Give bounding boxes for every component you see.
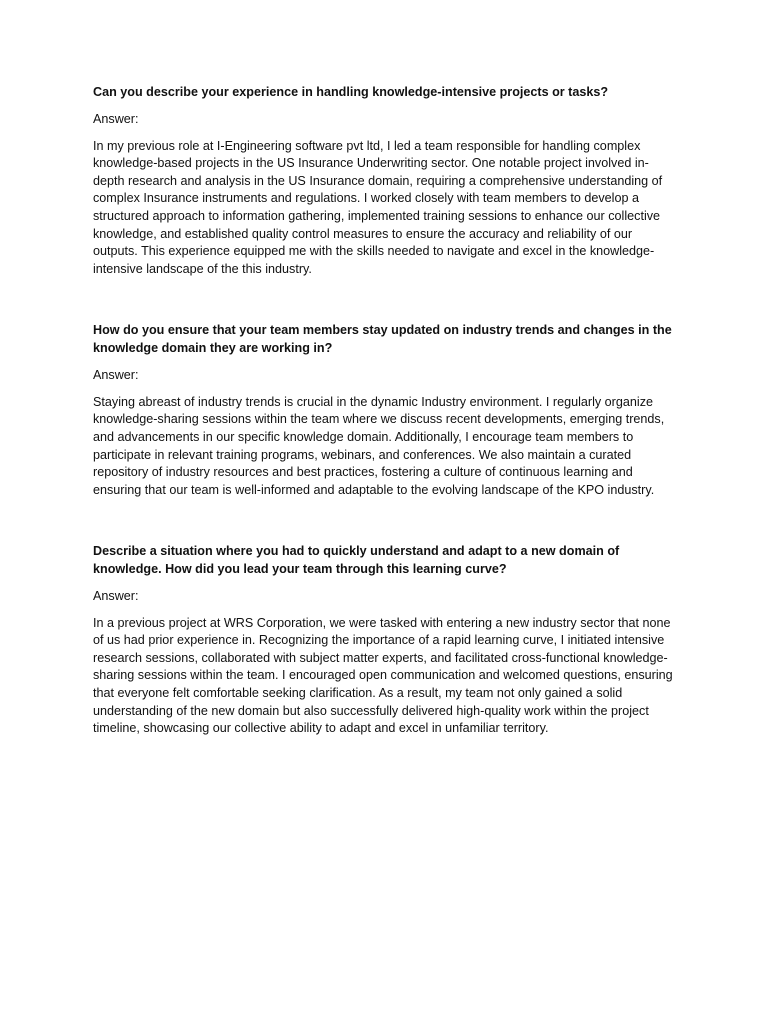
question-heading: Can you describe your experience in handling knowledge-intensive projects or tasks? xyxy=(93,85,609,99)
answer-label: Answer: xyxy=(93,111,139,126)
answer-label: Answer: xyxy=(93,367,139,382)
qa-section-3 xyxy=(93,543,675,738)
qa-section-1 xyxy=(93,84,675,278)
answer-label: Answer: xyxy=(93,588,139,603)
answer-paragraph: In my previous role at I-Engineering software pvt ltd, I led a team responsible for handling complex knowledge-based projects in the US Insurance Underwriting sector. One notable project involved in-depth research and analysis in the US Insurance domain, requiring a comprehensive understanding of complex Insurance instruments and regulations. I worked closely with team members to develop a structured approach to information gathering, implemented training sessions to enhance our collective knowledge, and established quality control measures to ensure the accuracy and reliability of our outputs. This experience equipped me with the skills needed to navigate and excel in the knowledge-intensive landscape of the this industry. xyxy=(93,138,663,276)
question-heading: How do you ensure that your team members stay updated on industry trends and changes in the knowledge domain they are working in? xyxy=(93,323,672,356)
qa-section-2 xyxy=(93,322,675,499)
document-page xyxy=(93,84,675,782)
question-heading: Describe a situation where you had to quickly understand and adapt to a new domain of knowledge. How did you lead your team through this learning curve? xyxy=(93,544,620,577)
answer-paragraph: In a previous project at WRS Corporation, we were tasked with entering a new industry sector that none of us had prior experience in. Recognizing the importance of a rapid learning curve, I initiated intensive research sessions, collaborated with subject matter experts, and facilitated cross-functional knowledge-sharing sessions within the team. I encouraged open communication and welcomed questions, ensuring that everyone felt comfortable seeking clarification. As a result, my team not only gained a solid understanding of the new domain but also successfully delivered high-quality work within the project timeline, showcasing our collective ability to adapt and excel in unfamiliar territory. xyxy=(93,615,673,736)
answer-paragraph: Staying abreast of industry trends is crucial in the dynamic Industry environment. I regularly organize knowledge-sharing sessions within the team where we discuss recent developments, emerging trends, and advancements in our specific knowledge domain. Additionally, I encourage team members to participate in relevant training programs, webinars, and conferences. We also maintain a curated repository of industry resources and best practices, fostering a culture of continuous learning and ensuring that our team is well-informed and adaptable to the evolving landscape of the KPO industry. xyxy=(93,394,665,497)
